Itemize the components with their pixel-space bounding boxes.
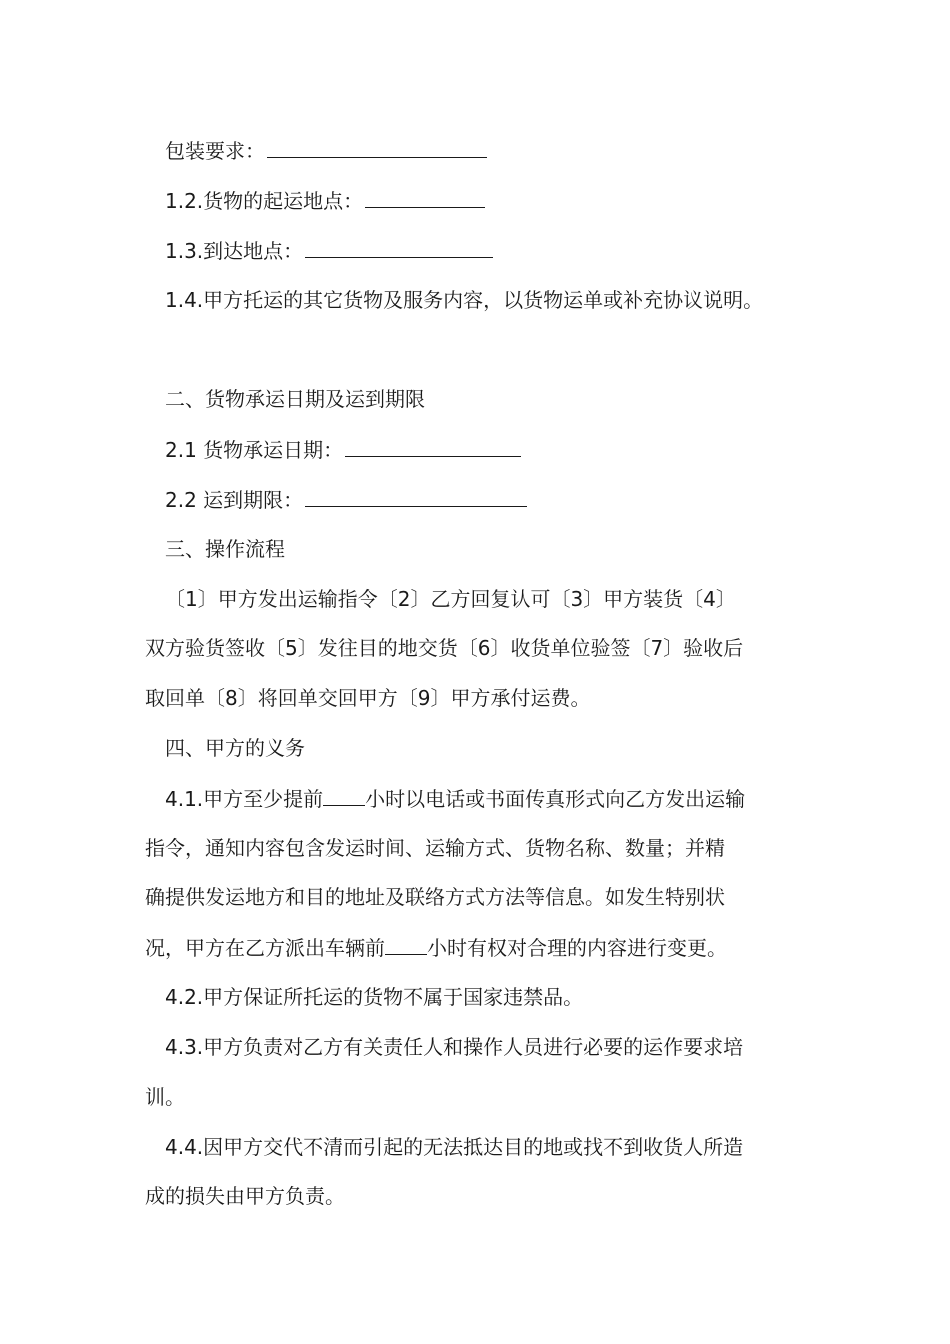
packaging-requirement-blank[interactable] <box>267 135 487 158</box>
clause-4-4-line-2: 成的损失由甲方负责。 <box>145 1184 345 1208</box>
carriage-date-line <box>145 434 521 464</box>
clause-4-3-line-2: 训。 <box>145 1085 185 1109</box>
clause-1-4: 1.4.甲方托运的其它货物及服务内容，以货物运单或补充协议说明。 <box>165 288 764 312</box>
destination-blank[interactable] <box>305 235 493 258</box>
origin-line <box>145 185 485 215</box>
clause-4-1-line-1 <box>145 783 745 813</box>
clause-4-1-d-post: 小时有权对合理的内容进行变更。 <box>427 936 727 960</box>
delivery-deadline-blank[interactable] <box>305 484 527 507</box>
clause-4-1-line-3: 确提供发运地方和目的地址及联络方式方法等信息。如发生特别状 <box>145 885 725 909</box>
delivery-deadline-label: 2.2 运到期限： <box>165 488 304 512</box>
advance-hours-blank[interactable] <box>323 783 365 806</box>
process-line-3: 取回单〔8〕将回单交回甲方〔9〕甲方承付运费。 <box>145 686 591 710</box>
carriage-date-label: 2.1 货物承运日期： <box>165 438 344 462</box>
clause-4-4-line-1: 4.4.因甲方交代不清而引起的无法抵达目的地或找不到收货人所造 <box>165 1135 744 1159</box>
destination-line <box>145 235 493 265</box>
clause-4-3-line-1: 4.3.甲方负责对乙方有关责任人和操作人员进行必要的运作要求培 <box>165 1035 744 1059</box>
carriage-date-blank[interactable] <box>345 434 521 457</box>
section-4-heading: 四、甲方的义务 <box>165 736 305 760</box>
destination-label: 1.3.到达地点： <box>165 239 304 263</box>
section-2-heading: 二、货物承运日期及运到期限 <box>165 387 425 411</box>
process-line-1: 〔1〕甲方发出运输指令〔2〕乙方回复认可〔3〕甲方装货〔4〕 <box>165 587 736 611</box>
packaging-requirement-line <box>145 135 487 165</box>
packaging-requirement-label: 包装要求： <box>165 139 265 163</box>
clause-4-1-post: 小时以电话或书面传真形式向乙方发出运输 <box>365 787 746 811</box>
clause-4-1-d-pre: 况，甲方在乙方派出车辆前 <box>145 936 385 960</box>
process-line-2: 双方验货签收〔5〕发往目的地交货〔6〕收货单位验签〔7〕验收后 <box>145 636 744 660</box>
section-3-heading: 三、操作流程 <box>165 537 285 561</box>
clause-4-1-line-2: 指令，通知内容包含发运时间、运输方式、货物名称、数量；并精 <box>145 836 725 860</box>
clause-4-1-line-4 <box>145 932 727 962</box>
change-hours-blank[interactable] <box>385 932 427 955</box>
origin-blank[interactable] <box>365 185 485 208</box>
clause-4-1-pre: 4.1.甲方至少提前 <box>165 787 324 811</box>
delivery-deadline-line <box>145 484 527 514</box>
clause-4-2: 4.2.甲方保证所托运的货物不属于国家违禁品。 <box>165 985 584 1009</box>
origin-label: 1.2.货物的起运地点： <box>165 189 364 213</box>
